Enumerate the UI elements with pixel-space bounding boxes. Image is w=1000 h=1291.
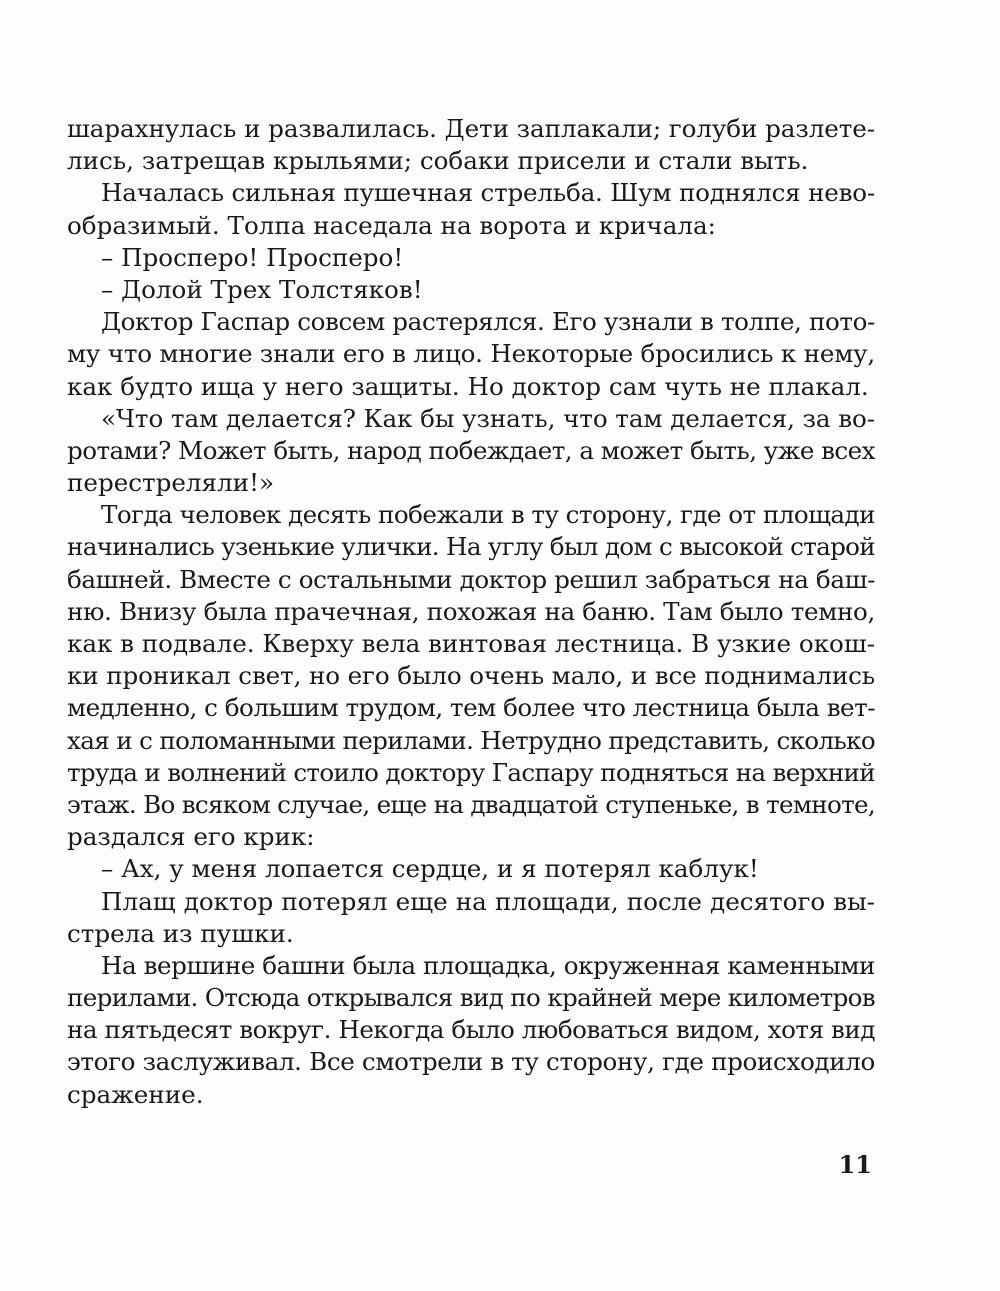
text-line: Доктор Гаспар совсем растерялся. Его узнали в толпе, пото- [101,307,875,337]
text-line: – Просперо! Просперо! [101,242,404,272]
text-line: ню. Внизу была прачечная, похожая на баню. Там было темно, [67,596,875,626]
text-line: На вершине башни была площадка, окруженная каменными [101,950,875,980]
text-line: – Ах, у меня лопается сердце, и я потерял каблук! [101,854,759,884]
text-line: ротами? Может быть, народ побеждает, а может быть, уже всех [67,435,875,465]
text-line: Началась сильная пушечная стрельба. Шум поднялся нево- [101,178,875,208]
text-line: лись, затрещав крыльями; собаки присели и стали выть. [67,146,809,176]
text-line: как будто ища у него защиты. Но доктор сам чуть не плакал. [67,371,869,401]
text-line: на пятьдесят вокруг. Некогда было любоваться видом, хотя вид [67,1015,875,1045]
text-line: перестреляли!» [67,468,275,498]
text-line: ки проникал свет, но его было очень мало, и все поднимались [67,661,875,691]
body-text [67,113,875,1111]
text-line: стрела из пушки. [67,918,294,948]
text-line: раздался его крик: [67,822,315,852]
text-line: перилами. Отсюда открывался вид по крайней мере километров [67,983,875,1013]
text-line: этого заслуживал. Все смотрели в ту сторону, где происходило [67,1047,875,1077]
text-line: шарахнулась и развалилась. Дети заплакали; голуби разлете- [67,114,875,143]
text-line: образимый. Толпа наседала на ворота и кричала: [67,210,716,240]
text-line: Тогда человек десять побежали в ту сторону, где от площади [101,500,875,530]
text-line: хая и с поломанными перилами. Нетрудно представить, сколько [67,725,875,755]
text-line: этаж. Во всяком случае, еще на двадцатой ступеньке, в темноте, [67,789,875,819]
text-line: «Что там делается? Как бы узнать, что там делается, за во- [101,403,875,433]
text-line: как в подвале. Кверху вела винтовая лестница. В узкие окош- [67,629,875,658]
text-line: му что многие знали его в лицо. Некоторые бросились к нему, [67,339,875,369]
text-line: башней. Вместе с остальными доктор решил забраться на баш- [67,564,875,594]
text-line: начинались узенькие улички. На углу был дом с высокой старой [67,532,875,562]
text-line: сражение. [67,1079,204,1109]
text-line: труда и волнений стоило доктору Гаспару подняться на верхний [67,757,875,787]
text-line: Плащ доктор потерял еще на площади, после десятого вы- [101,886,875,916]
text-line: медленно, с большим трудом, тем более что лестница была вет- [67,693,875,723]
text-line: – Долой Трех Толстяков! [101,274,423,304]
page-number: 11 [838,1150,872,1179]
